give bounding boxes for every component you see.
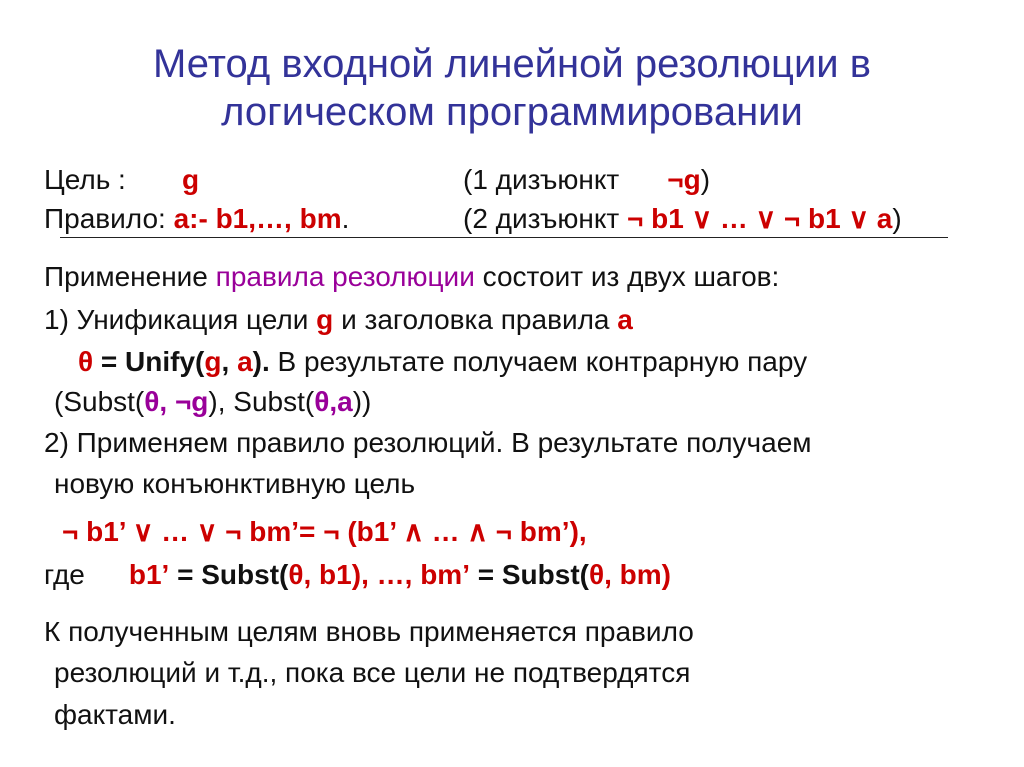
final-line-2: резолюций и т.д., пока все цели не подтвердятся: [54, 657, 691, 688]
pair-theta-neg-g: θ, ¬g: [144, 386, 209, 417]
intro-highlight: правила резолюции: [215, 261, 475, 292]
intro-after: состоит из двух шагов:: [482, 261, 780, 292]
pair-line: [54, 385, 371, 419]
pair-mid: ), Subst(: [208, 386, 315, 417]
step1-g: g: [316, 304, 334, 335]
title-line-1: Метод входной линейной резолюции в: [152, 42, 871, 86]
rule-clause-open: (2 дизъюнкт: [463, 203, 620, 234]
where-theta2: θ: [588, 559, 605, 590]
where-b1: b1’: [128, 559, 170, 590]
where-sep: , …,: [361, 559, 413, 590]
rule-label: Правило:: [44, 203, 166, 234]
unify-a: a: [237, 346, 253, 377]
final-line-3: фактами.: [54, 699, 176, 730]
title-line-2: логическом программировании: [221, 90, 803, 134]
rule-clause-close: ): [892, 203, 902, 234]
unify-theta: θ: [78, 346, 94, 377]
separator-line: [60, 237, 948, 238]
goal-clause-close: ): [700, 164, 711, 195]
step1-line: [44, 303, 633, 337]
goal-clause-value: ¬g: [667, 164, 701, 195]
pair-theta-a: θ,a: [314, 386, 353, 417]
unify-comma: ,: [221, 346, 230, 377]
final-line-1: К полученным целям вновь применяется правило: [44, 616, 694, 647]
where-line: [44, 558, 671, 592]
step1-text: 1) Унификация цели: [44, 304, 309, 335]
new-goal-formula: ¬ b1’ ∨ … ∨ ¬ bm’= ¬ (b1’ ∧ … ∧ ¬ bm’),: [62, 516, 587, 547]
rule-line: [44, 202, 349, 236]
slide-title: [0, 40, 1024, 136]
pair-open: (Subst(: [54, 386, 145, 417]
intro-line: [44, 260, 779, 294]
unify-close: ).: [252, 346, 270, 377]
rule-dot: .: [341, 203, 350, 234]
where-eq2: = Subst(: [477, 559, 589, 590]
step1-mid: и заголовка правила: [341, 304, 610, 335]
step2-line-2: новую конъюнктивную цель: [54, 468, 416, 499]
pair-close: )): [352, 386, 372, 417]
where-theta1: θ: [288, 559, 304, 590]
goal-value: g: [182, 164, 200, 195]
where-b1-arg: , b1): [303, 559, 362, 590]
where-eq1: = Subst(: [177, 559, 289, 590]
goal-clause-open: (1 дизъюнкт: [463, 164, 620, 195]
where-label: где: [44, 559, 85, 590]
unify-line: [78, 345, 807, 379]
unify-g: g: [204, 346, 222, 377]
unify-eq: = Unify(: [100, 346, 205, 377]
rule-value: a:- b1,…, bm: [173, 203, 342, 234]
intro-before: Применение: [44, 261, 208, 292]
step2-line-1: 2) Применяем правило резолюций. В результате получаем: [44, 427, 812, 458]
rule-clause: [463, 202, 902, 236]
where-bm-arg: , bm): [604, 559, 672, 590]
goal-label: Цель :: [44, 164, 126, 195]
goal-clause: [463, 163, 710, 197]
step1-a: a: [617, 304, 633, 335]
unify-rest: В результате получаем контрарную пару: [277, 346, 808, 377]
where-bm: bm’: [420, 559, 470, 590]
rule-clause-value: ¬ b1 ∨ … ∨ ¬ b1 ∨ a: [627, 203, 893, 234]
